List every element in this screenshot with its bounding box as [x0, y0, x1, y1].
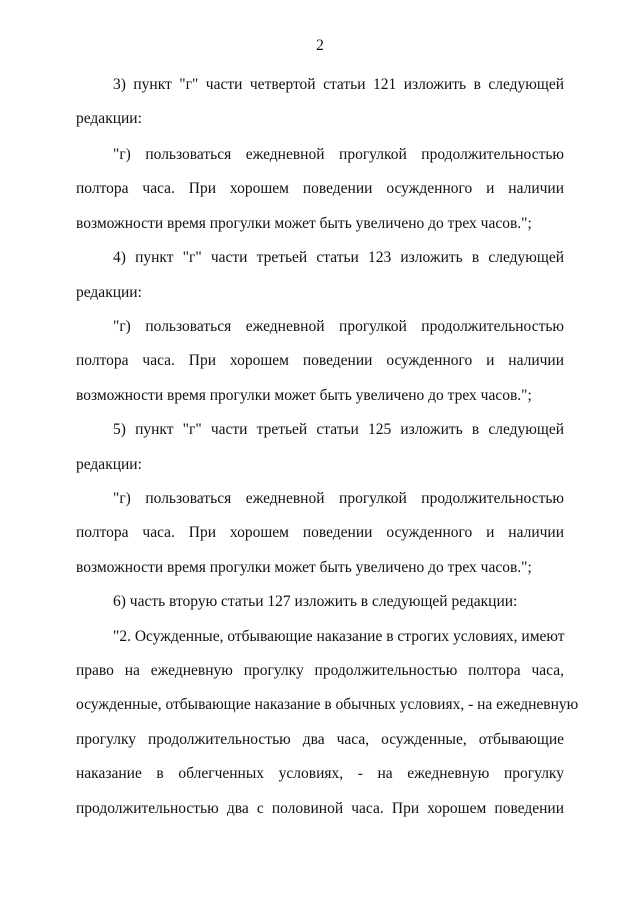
- text-line: полтора часа. При хорошем поведении осужденного и наличии: [76, 180, 564, 197]
- text-line: наказание в облегченных условиях, - на ежедневную прогулку: [76, 765, 564, 782]
- text-line: 6) часть вторую статьи 127 изложить в следующей редакции:: [113, 593, 518, 610]
- text-line: "г) пользоваться ежедневной прогулкой продолжительностью: [113, 490, 564, 507]
- text-line: редакции:: [76, 284, 142, 301]
- text-line: возможности время прогулки может быть увеличено до трех часов.";: [76, 559, 532, 576]
- page-number: 2: [316, 37, 324, 54]
- text-line: продолжительностью два с половиной часа. При хорошем поведении: [76, 800, 564, 817]
- text-line: 4) пункт "г" части третьей статьи 123 изложить в следующей: [113, 249, 564, 266]
- text-line: 5) пункт "г" части третьей статьи 125 изложить в следующей: [113, 421, 564, 438]
- text-line: "г) пользоваться ежедневной прогулкой продолжительностью: [113, 146, 564, 163]
- text-line: редакции:: [76, 456, 142, 473]
- text-line: "г) пользоваться ежедневной прогулкой продолжительностью: [113, 318, 564, 335]
- text-line: полтора часа. При хорошем поведении осужденного и наличии: [76, 352, 564, 369]
- text-line: прогулку продолжительностью два часа, осужденные, отбывающие: [76, 731, 564, 748]
- text-line: возможности время прогулки может быть увеличено до трех часов.";: [76, 387, 532, 404]
- text-line: право на ежедневную прогулку продолжительностью полтора часа,: [76, 662, 564, 679]
- text-line: осужденные, отбывающие наказание в обычных условиях, - на ежедневную: [76, 696, 579, 713]
- text-line: возможности время прогулки может быть увеличено до трех часов.";: [76, 215, 532, 232]
- text-line: полтора часа. При хорошем поведении осужденного и наличии: [76, 524, 564, 541]
- text-line: "2. Осужденные, отбывающие наказание в строгих условиях, имеют: [113, 628, 565, 645]
- text-line: редакции:: [76, 110, 142, 127]
- text-line: 3) пункт "г" части четвертой статьи 121 изложить в следующей: [113, 76, 564, 93]
